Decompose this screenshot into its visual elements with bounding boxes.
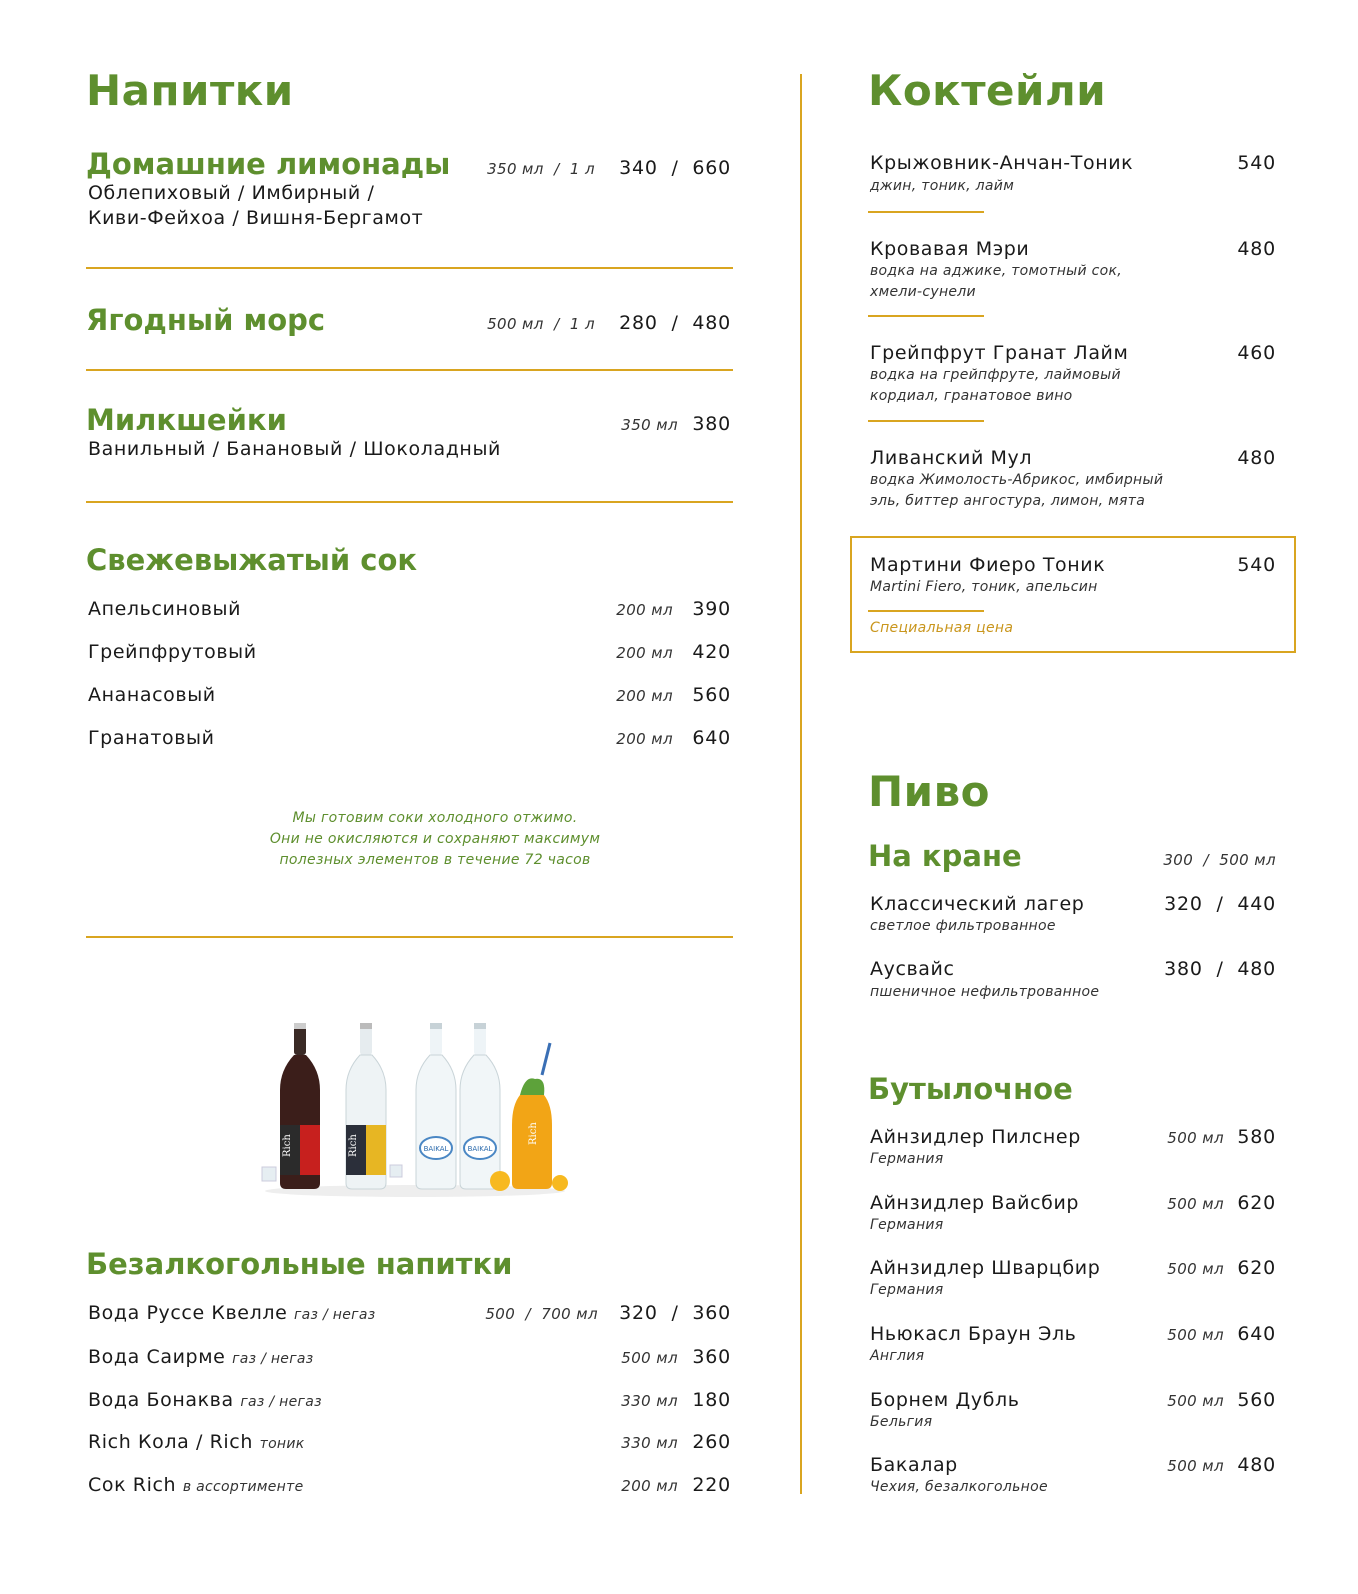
tap-beer-volume: 300 / 500 мл bbox=[1163, 851, 1276, 869]
drinks-title: Напитки bbox=[86, 66, 294, 115]
bottled-beer-price: 560 bbox=[1237, 1389, 1276, 1411]
divider bbox=[86, 369, 733, 371]
bottle-label: Rich bbox=[528, 1122, 539, 1145]
juice-item-price: 390 bbox=[692, 598, 731, 620]
soft-drink-name: Сок Rich bbox=[88, 1474, 177, 1496]
soft-drink-name: Вода Руссе Квелле bbox=[88, 1302, 288, 1324]
cocktail-name: Крыжовник-Анчан-Тоник bbox=[870, 152, 1134, 174]
milkshakes-volume: 350 мл bbox=[621, 416, 678, 434]
mors-price: 280 / 480 bbox=[619, 312, 731, 334]
bottled-beer-volume: 500 мл bbox=[1167, 1195, 1224, 1213]
cocktail-name: Кровавая Мэри bbox=[870, 238, 1030, 260]
bottled-beer-name: Борнем Дубль bbox=[870, 1389, 1020, 1411]
juice-note-line: Мы готовим соки холодного отжимо. bbox=[292, 810, 578, 826]
cocktail-description: хмели-сунели bbox=[870, 284, 976, 300]
soft-drink-name: Вода Бонаква bbox=[88, 1389, 234, 1411]
bottled-beer-price: 580 bbox=[1237, 1126, 1276, 1148]
special-price-label: Специальная цена bbox=[870, 620, 1014, 636]
soft-drink-price: 360 bbox=[692, 1346, 731, 1368]
bottled-beer-name: Ньюкасл Браун Эль bbox=[870, 1323, 1077, 1345]
bottled-beer-price: 480 bbox=[1237, 1454, 1276, 1476]
juice-item-name: Ананасовый bbox=[88, 684, 216, 706]
bottled-beer-origin: Германия bbox=[870, 1282, 944, 1298]
soft-drinks-bottles-image bbox=[250, 1015, 580, 1200]
juice-item-price: 420 bbox=[692, 641, 731, 663]
tap-beer-name: Аусвайс bbox=[870, 958, 955, 980]
bottle-rich-cola bbox=[280, 1023, 320, 1189]
cocktail-price: 460 bbox=[1237, 342, 1276, 364]
juice-item-price: 640 bbox=[692, 727, 731, 749]
juice-title: Свежевыжатый сок bbox=[86, 543, 418, 577]
bottle-rich-tonic bbox=[346, 1023, 386, 1189]
soft-drink-price: 260 bbox=[692, 1431, 731, 1453]
juice-note-line: полезных элементов в течение 72 часов bbox=[279, 852, 591, 868]
soft-drink-note: газ / негаз bbox=[240, 1394, 322, 1410]
tap-beer-description: пшеничное нефильтрованное bbox=[870, 984, 1100, 1000]
juice-item-name: Грейпфрутовый bbox=[88, 641, 257, 663]
tap-beer-name: Классический лагер bbox=[870, 893, 1085, 915]
bottle-label: BAIKAL bbox=[467, 1145, 493, 1153]
ice-cube-icon bbox=[390, 1165, 402, 1177]
short-divider bbox=[868, 315, 984, 317]
bottled-beer-title: Бутылочное bbox=[868, 1072, 1073, 1106]
soft-drink-volume: 500 мл bbox=[621, 1349, 678, 1367]
beer-title: Пиво bbox=[868, 767, 991, 816]
milkshakes-price: 380 bbox=[692, 413, 731, 435]
cocktail-description: эль, биттер ангостура, лимон, мята bbox=[870, 493, 1146, 509]
soft-drink-volume: 330 мл bbox=[621, 1392, 678, 1410]
ice-cube-icon bbox=[262, 1167, 276, 1181]
bottle-water-1 bbox=[416, 1023, 456, 1189]
special-cocktail-price: 540 bbox=[1237, 554, 1276, 576]
juice-item-volume: 200 мл bbox=[616, 644, 673, 662]
bottle-rich-juice bbox=[490, 1043, 568, 1191]
soft-drink-volume: 330 мл bbox=[621, 1434, 678, 1452]
cocktail-price: 480 bbox=[1237, 238, 1276, 260]
tap-beer-title: На кране bbox=[868, 839, 1022, 873]
short-divider bbox=[868, 420, 984, 422]
bottled-beer-volume: 500 мл bbox=[1167, 1326, 1224, 1344]
soft-drink-row bbox=[88, 1389, 322, 1411]
cocktail-price: 540 bbox=[1237, 152, 1276, 174]
bottled-beer-price: 620 bbox=[1237, 1192, 1276, 1214]
cocktails-title: Коктейли bbox=[868, 66, 1107, 115]
bottled-beer-origin: Бельгия bbox=[870, 1414, 933, 1430]
bottled-beer-price: 620 bbox=[1237, 1257, 1276, 1279]
bottled-beer-origin: Германия bbox=[870, 1217, 944, 1233]
cocktail-description: джин, тоник, лайм bbox=[870, 178, 1015, 194]
soft-drink-volume: 500 / 700 мл bbox=[485, 1305, 598, 1323]
juice-item-name: Апельсиновый bbox=[88, 598, 242, 620]
juice-item-volume: 200 мл bbox=[616, 601, 673, 619]
cocktail-price: 480 bbox=[1237, 447, 1276, 469]
bottled-beer-volume: 500 мл bbox=[1167, 1392, 1224, 1410]
cocktail-name: Ливанский Мул bbox=[870, 447, 1033, 469]
cocktail-name: Грейпфрут Гранат Лайм bbox=[870, 342, 1129, 364]
soft-drink-row bbox=[88, 1431, 305, 1453]
bottled-beer-volume: 500 мл bbox=[1167, 1129, 1224, 1147]
bottle-label: Rich bbox=[282, 1134, 293, 1157]
soft-drink-row bbox=[88, 1474, 304, 1496]
soft-drink-note: в ассортименте bbox=[182, 1479, 304, 1495]
cocktail-description: кордиал, грaнатовое вино bbox=[870, 388, 1073, 404]
divider bbox=[86, 501, 733, 503]
bottled-beer-name: Айнзидлер Вайсбир bbox=[870, 1192, 1080, 1214]
mors-title: Ягодный морс bbox=[86, 303, 326, 337]
special-cocktail-name: Мартини Фиеро Тоник bbox=[870, 554, 1106, 576]
juice-item-name: Гранатовый bbox=[88, 727, 215, 749]
soft-drink-row bbox=[88, 1302, 375, 1324]
cocktail-description: водка Жимолость-Абрикос, имбирный bbox=[870, 472, 1164, 488]
lemonades-flavors-line2: Киви-Фейхоа / Вишня-Бергамот bbox=[88, 207, 424, 229]
short-divider bbox=[868, 211, 984, 213]
bottled-beer-volume: 500 мл bbox=[1167, 1457, 1224, 1475]
bottle-label: Rich bbox=[348, 1134, 359, 1157]
lemonades-title: Домашние лимонады bbox=[86, 147, 451, 181]
soft-drink-name: Rich Кола / Rich bbox=[88, 1431, 253, 1453]
bottled-beer-name: Айнзидлер Пилснер bbox=[870, 1126, 1081, 1148]
milkshakes-title: Милкшейки bbox=[86, 403, 287, 437]
tap-beer-description: светлое фильтрованное bbox=[870, 918, 1056, 934]
column-divider bbox=[800, 74, 802, 1494]
soft-drink-note: тоник bbox=[259, 1436, 305, 1452]
lemonades-price: 340 / 660 bbox=[619, 157, 731, 179]
soft-drink-note: газ / негаз bbox=[232, 1351, 314, 1367]
soft-drink-price: 180 bbox=[692, 1389, 731, 1411]
soft-drink-price: 220 bbox=[692, 1474, 731, 1496]
bottled-beer-name: Айнзидлер Шварцбир bbox=[870, 1257, 1101, 1279]
bottled-beer-price: 640 bbox=[1237, 1323, 1276, 1345]
bottled-beer-origin: Германия bbox=[870, 1151, 944, 1167]
lemonades-volume: 350 мл / 1 л bbox=[487, 160, 595, 178]
soft-drink-name: Вода Саирме bbox=[88, 1346, 226, 1368]
soft-drink-note: газ / негаз bbox=[294, 1307, 376, 1323]
mors-volume: 500 мл / 1 л bbox=[487, 315, 595, 333]
bottled-beer-origin: Англия bbox=[870, 1348, 925, 1364]
juice-note-line: Они не окисляются и сохраняют максимум bbox=[269, 831, 601, 847]
tap-beer-price: 320 / 440 bbox=[1164, 893, 1276, 915]
soft-drink-row bbox=[88, 1346, 314, 1368]
special-cocktail-description: Martini Fiero, тоник, апельсин bbox=[870, 579, 1098, 595]
juice-item-volume: 200 мл bbox=[616, 687, 673, 705]
divider bbox=[86, 267, 733, 269]
juice-note bbox=[200, 808, 670, 871]
bottled-beer-volume: 500 мл bbox=[1167, 1260, 1224, 1278]
cocktail-description: водка на аджике, томотный сок, bbox=[870, 263, 1123, 279]
bottled-beer-name: Бакалар bbox=[870, 1454, 958, 1476]
divider bbox=[86, 936, 733, 938]
bottle-water-2 bbox=[460, 1023, 500, 1189]
cocktail-description: водка на грейпфруте, лаймовый bbox=[870, 367, 1121, 383]
bottle-label: BAIKAL bbox=[423, 1145, 449, 1153]
bottled-beer-origin: Чехия, безалкогольное bbox=[870, 1479, 1048, 1495]
soft-drinks-title: Безалкогольные напитки bbox=[86, 1247, 513, 1281]
short-divider bbox=[868, 610, 984, 612]
lemonades-flavors-line1: Облепиховый / Имбирный / bbox=[88, 182, 375, 204]
milkshakes-flavors: Ванильный / Банановый / Шоколадный bbox=[88, 438, 501, 460]
soft-drink-price: 320 / 360 bbox=[619, 1302, 731, 1324]
soft-drink-volume: 200 мл bbox=[621, 1477, 678, 1495]
tap-beer-price: 380 / 480 bbox=[1164, 958, 1276, 980]
juice-item-price: 560 bbox=[692, 684, 731, 706]
juice-item-volume: 200 мл bbox=[616, 730, 673, 748]
